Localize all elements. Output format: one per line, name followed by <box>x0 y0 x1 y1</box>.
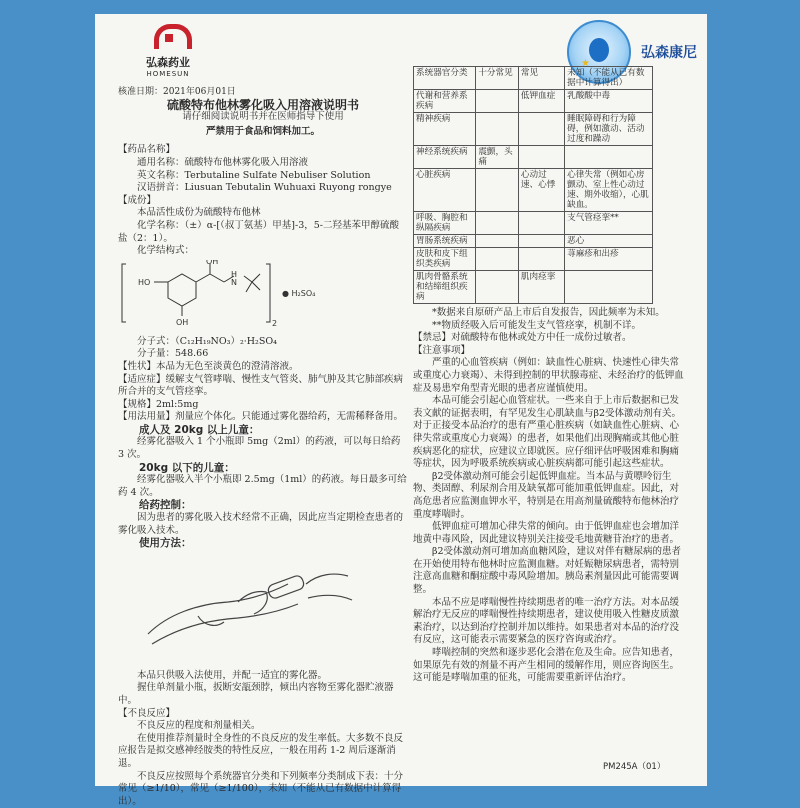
table-cell: 未知（不能从已有数据中计算得出） <box>565 67 653 90</box>
usage: 【用法用量】剂量应个体化。只能通过雾化器给药，无需稀释备用。 <box>118 411 404 423</box>
left-column <box>118 86 408 808</box>
control-text: 因为患者的雾化吸入技术经常不正确，因此应当定期检查患者的雾化吸入技术。 <box>118 512 404 536</box>
child-heading: 20kg 以下的儿童： <box>139 461 235 474</box>
table-cell <box>476 235 519 248</box>
control-heading: 给药控制： <box>139 499 192 512</box>
table-row <box>414 212 653 235</box>
molecular-formula: 分子式：（C₁₂H₁₉NO₃）₂·H₂SO₄ <box>137 335 277 347</box>
specification: 【规格】2ml:5mg <box>118 398 199 410</box>
table-row <box>414 271 653 304</box>
homesun-logo-icon <box>150 22 186 52</box>
chemical-name: 化学名称：（±）α-[（叔丁氨基）甲基]-3，5-二羟基苯甲醇硫酸盐（2：1）。 <box>118 219 400 244</box>
table-cell: 低钾血症 <box>518 90 564 113</box>
caution-3: β2受体激动剂可能会引起低钾血症。当本品与黄嘌呤衍生物、类固醇、利尿剂合用及缺氧都可能加重低钾血症。因此，对高危患者应监测血钾水平，特别是在用高剂量硫酸特布他林治疗重度哮喘时。 <box>413 470 680 520</box>
table-cell: 呼吸、胸腔和纵隔疾病 <box>414 212 476 235</box>
svg-text:2: 2 <box>272 318 278 328</box>
table-cell: 代谢和营养系疾病 <box>414 90 476 113</box>
svg-text:HO: HO <box>138 277 151 287</box>
properties: 【性状】本品为无色至淡黄色的澄清溶液。 <box>118 360 299 372</box>
child-text: 经雾化器吸入半个小瓶即 2.5mg（1ml）的药液。每日最多可给药 4 次。 <box>118 474 407 498</box>
svg-text:OH: OH <box>176 317 189 327</box>
note-2: **物质经吸入后可能发生支气管痉挛，机制不详。 <box>432 319 642 331</box>
table-row <box>414 235 653 248</box>
generic-name: 通用名称：硫酸特布他林雾化吸入用溶液 <box>137 156 309 168</box>
table-cell: 精神疾病 <box>414 113 476 146</box>
molecular-weight: 分子量：548.66 <box>137 348 209 360</box>
table-cell <box>518 248 564 271</box>
indications: 【适应症】缓解支气管哮喘、慢性支气管炎、肺气肿及其它肺部疾病所合并的支气管痉挛。 <box>118 373 404 398</box>
footer-code: PM245A（01） <box>603 762 666 772</box>
table-cell: 心脏疾病 <box>414 169 476 212</box>
notice: 请仔细阅读说明书并在医师指导下使用 <box>182 111 344 123</box>
table-cell: 皮肤和皮下组织类疾病 <box>414 248 476 271</box>
document-title: 硫酸特布他林雾化吸入用溶液说明书 <box>166 97 359 112</box>
adult-text: 经雾化器吸入 1 个小瓶即 5mg（2ml）的药液，可以每日给药 3 次。 <box>118 436 401 461</box>
table-cell: 肌肉骨骼系统和结缔组织疾病 <box>414 271 476 304</box>
company-logo-left <box>123 22 213 78</box>
warning: 严禁用于食品和饲料加工。 <box>205 125 320 137</box>
table-row <box>414 146 653 169</box>
brand-right: 弘森康尼 <box>641 45 697 61</box>
adverse-2: 在使用推荐剂量时全身性的不良反应的发生率低。大多数不良反应报告是拟交感神经胺类的特性反应，一般在用药 1-2 周后逐渐消退。 <box>118 732 404 769</box>
caution-5: β2受体激动剂可增加高血糖风险，建议对伴有糖尿病的患者在开始使用特布他林时应监测血糖。对妊娠糖尿病患者，需特别注意高血糖和酮症酸中毒风险增加。胰岛素剂量因此可能需要调整。 <box>413 546 682 596</box>
table-cell: 肌肉痉挛 <box>518 271 564 304</box>
table-cell: 神经系统疾病 <box>414 146 476 169</box>
table-cell: 荨麻疹和出疹 <box>565 248 653 271</box>
caution-heading: 【注意事项】 <box>413 344 471 356</box>
adult-heading: 成人及 20kg 以上儿童： <box>139 423 260 436</box>
method-text-2: 握住单剂量小瓶，扳断安瓿颈脖，倾出内容物至雾化器贮液器中。 <box>118 682 394 706</box>
table-cell <box>565 146 653 169</box>
table-row <box>414 248 653 271</box>
table-cell <box>476 248 519 271</box>
approval-date: 核准日期：2021年06月01日 <box>118 87 236 97</box>
table-cell: 恶心 <box>565 235 653 248</box>
table-cell: 支气管痉挛** <box>565 212 653 235</box>
table-cell <box>518 146 564 169</box>
usage-illustration <box>138 554 368 664</box>
table-row <box>414 113 653 146</box>
brand-en: HOMESUN <box>146 70 190 78</box>
svg-text:N: N <box>231 277 237 287</box>
table-cell: 心动过速、心悸 <box>518 169 564 212</box>
table-cell: 系统器官分类 <box>414 67 476 90</box>
table-cell <box>476 90 519 113</box>
adverse-3: 不良反应按照每个系统器官分类和下列频率分类制成下表：十分常见（≥1/10），常见（≥1/100），未知（不能从已有数据中计算得出）。 <box>118 770 404 807</box>
table-cell: 胃肠系统疾病 <box>414 235 476 248</box>
right-column <box>413 66 685 685</box>
table-cell <box>565 271 653 304</box>
table-cell <box>518 235 564 248</box>
svg-text:H: H <box>231 269 238 279</box>
table-cell <box>476 212 519 235</box>
english-name: 英文名称：Terbutaline Sulfate Nebuliser Solution <box>137 169 371 181</box>
section-name: 【药品名称】 <box>118 144 176 156</box>
table-row <box>414 169 653 212</box>
svg-text:● H₂SO₄: ● H₂SO₄ <box>282 288 316 298</box>
table-cell <box>476 271 519 304</box>
brand-cn: 弘森药业 <box>146 56 190 69</box>
caution-2: 本品可能会引起心血管症状。一些来自于上市后数据和已发表文献的证据表明，有罕见发生心肌缺血与β2受体激动剂有关。对于正接受本品治疗的患有严重心脏疾病（如缺血性心脏病、心律失常或重度心力衰竭）的患者，如果他们出现胸痛或其他心脏疾病恶化的症状，应建议立即就医。应仔细评估呼吸困难和胸痛等症状，因为呼吸系统疾病或心脏疾病都可能引起这些症状。 <box>413 395 682 470</box>
note-1: *数据来自原研产品上市后自发报告，因此频率为未知。 <box>432 307 665 318</box>
leaflet-sheet <box>95 14 707 807</box>
table-row <box>414 90 653 113</box>
badge-logo-icon: ★ <box>567 20 631 84</box>
table-row <box>414 67 653 90</box>
adverse-heading: 【不良反应】 <box>118 707 176 719</box>
table-cell: 震颤，头痛 <box>476 146 519 169</box>
method-heading: 使用方法： <box>139 537 192 550</box>
table-cell: 乳酸酸中毒 <box>565 90 653 113</box>
caution-1: 严重的心血管疾病（例如：缺血性心脏病、快速性心律失常或重度心力衰竭）、未得到控制的甲状腺毒症、未经治疗的低钾血症及易患窄角型青光眼的患者应谨慎使用。 <box>413 357 684 394</box>
caution-7: 哮喘控制的突然和逐步恶化会潜在危及生命。应告知患者，如果原先有效的剂量不再产生相同的缓解作用，则应咨询医生。这可能是哮喘加重的征兆，可能需要重新评估治疗。 <box>413 647 680 684</box>
table-cell: 睡眠障碍和行为障碍，例如激动、活动过度和躁动 <box>565 113 653 146</box>
table-cell: 心律失常（例如心房颤动、室上性心动过速、期外收缩），心肌缺血。 <box>565 169 653 212</box>
table-cell <box>476 113 519 146</box>
svg-text:OH: OH <box>206 259 219 266</box>
composition-main: 本品活性成份为硫酸特布他林 <box>137 207 261 219</box>
caution-6: 本品不应是哮喘慢性持续期患者的唯一治疗方法。对本品缓解治疗无反应的哮喘慢性持续期患者，建议使用吸入性糖皮质激素治疗，以达到治疗控制并加以维持。如果患者对本品的治疗没有反应，这可能表示需要紧急的医疗咨询或治疗。 <box>413 596 680 646</box>
pinyin: 汉语拼音：Liusuan Tebutalin Wuhuaxi Ruyong rongye <box>137 182 392 194</box>
adverse-1: 不良反应的程度和剂量相关。 <box>137 720 261 732</box>
table-cell <box>476 169 519 212</box>
method-text: 本品只供吸入法使用，并配一适宜的雾化器。 <box>137 669 328 681</box>
table-cell <box>518 113 564 146</box>
structure-label: 化学结构式： <box>137 245 195 257</box>
caution-4: 低钾血症可增加心律失常的倾向。由于低钾血症也会增加洋地黄中毒风险，因此建议特别关注接受毛地黄糖苷治疗的患者。 <box>413 521 680 545</box>
adverse-reaction-table <box>413 66 653 304</box>
contraindications: 【禁忌】对硫酸特布他林或处方中任一成份过敏者。 <box>413 332 632 344</box>
table-cell: 常见 <box>518 67 564 90</box>
section-composition: 【成份】 <box>118 194 157 206</box>
table-cell: 十分常见 <box>476 67 519 90</box>
table-cell <box>518 212 564 235</box>
chemical-structure <box>118 260 408 334</box>
